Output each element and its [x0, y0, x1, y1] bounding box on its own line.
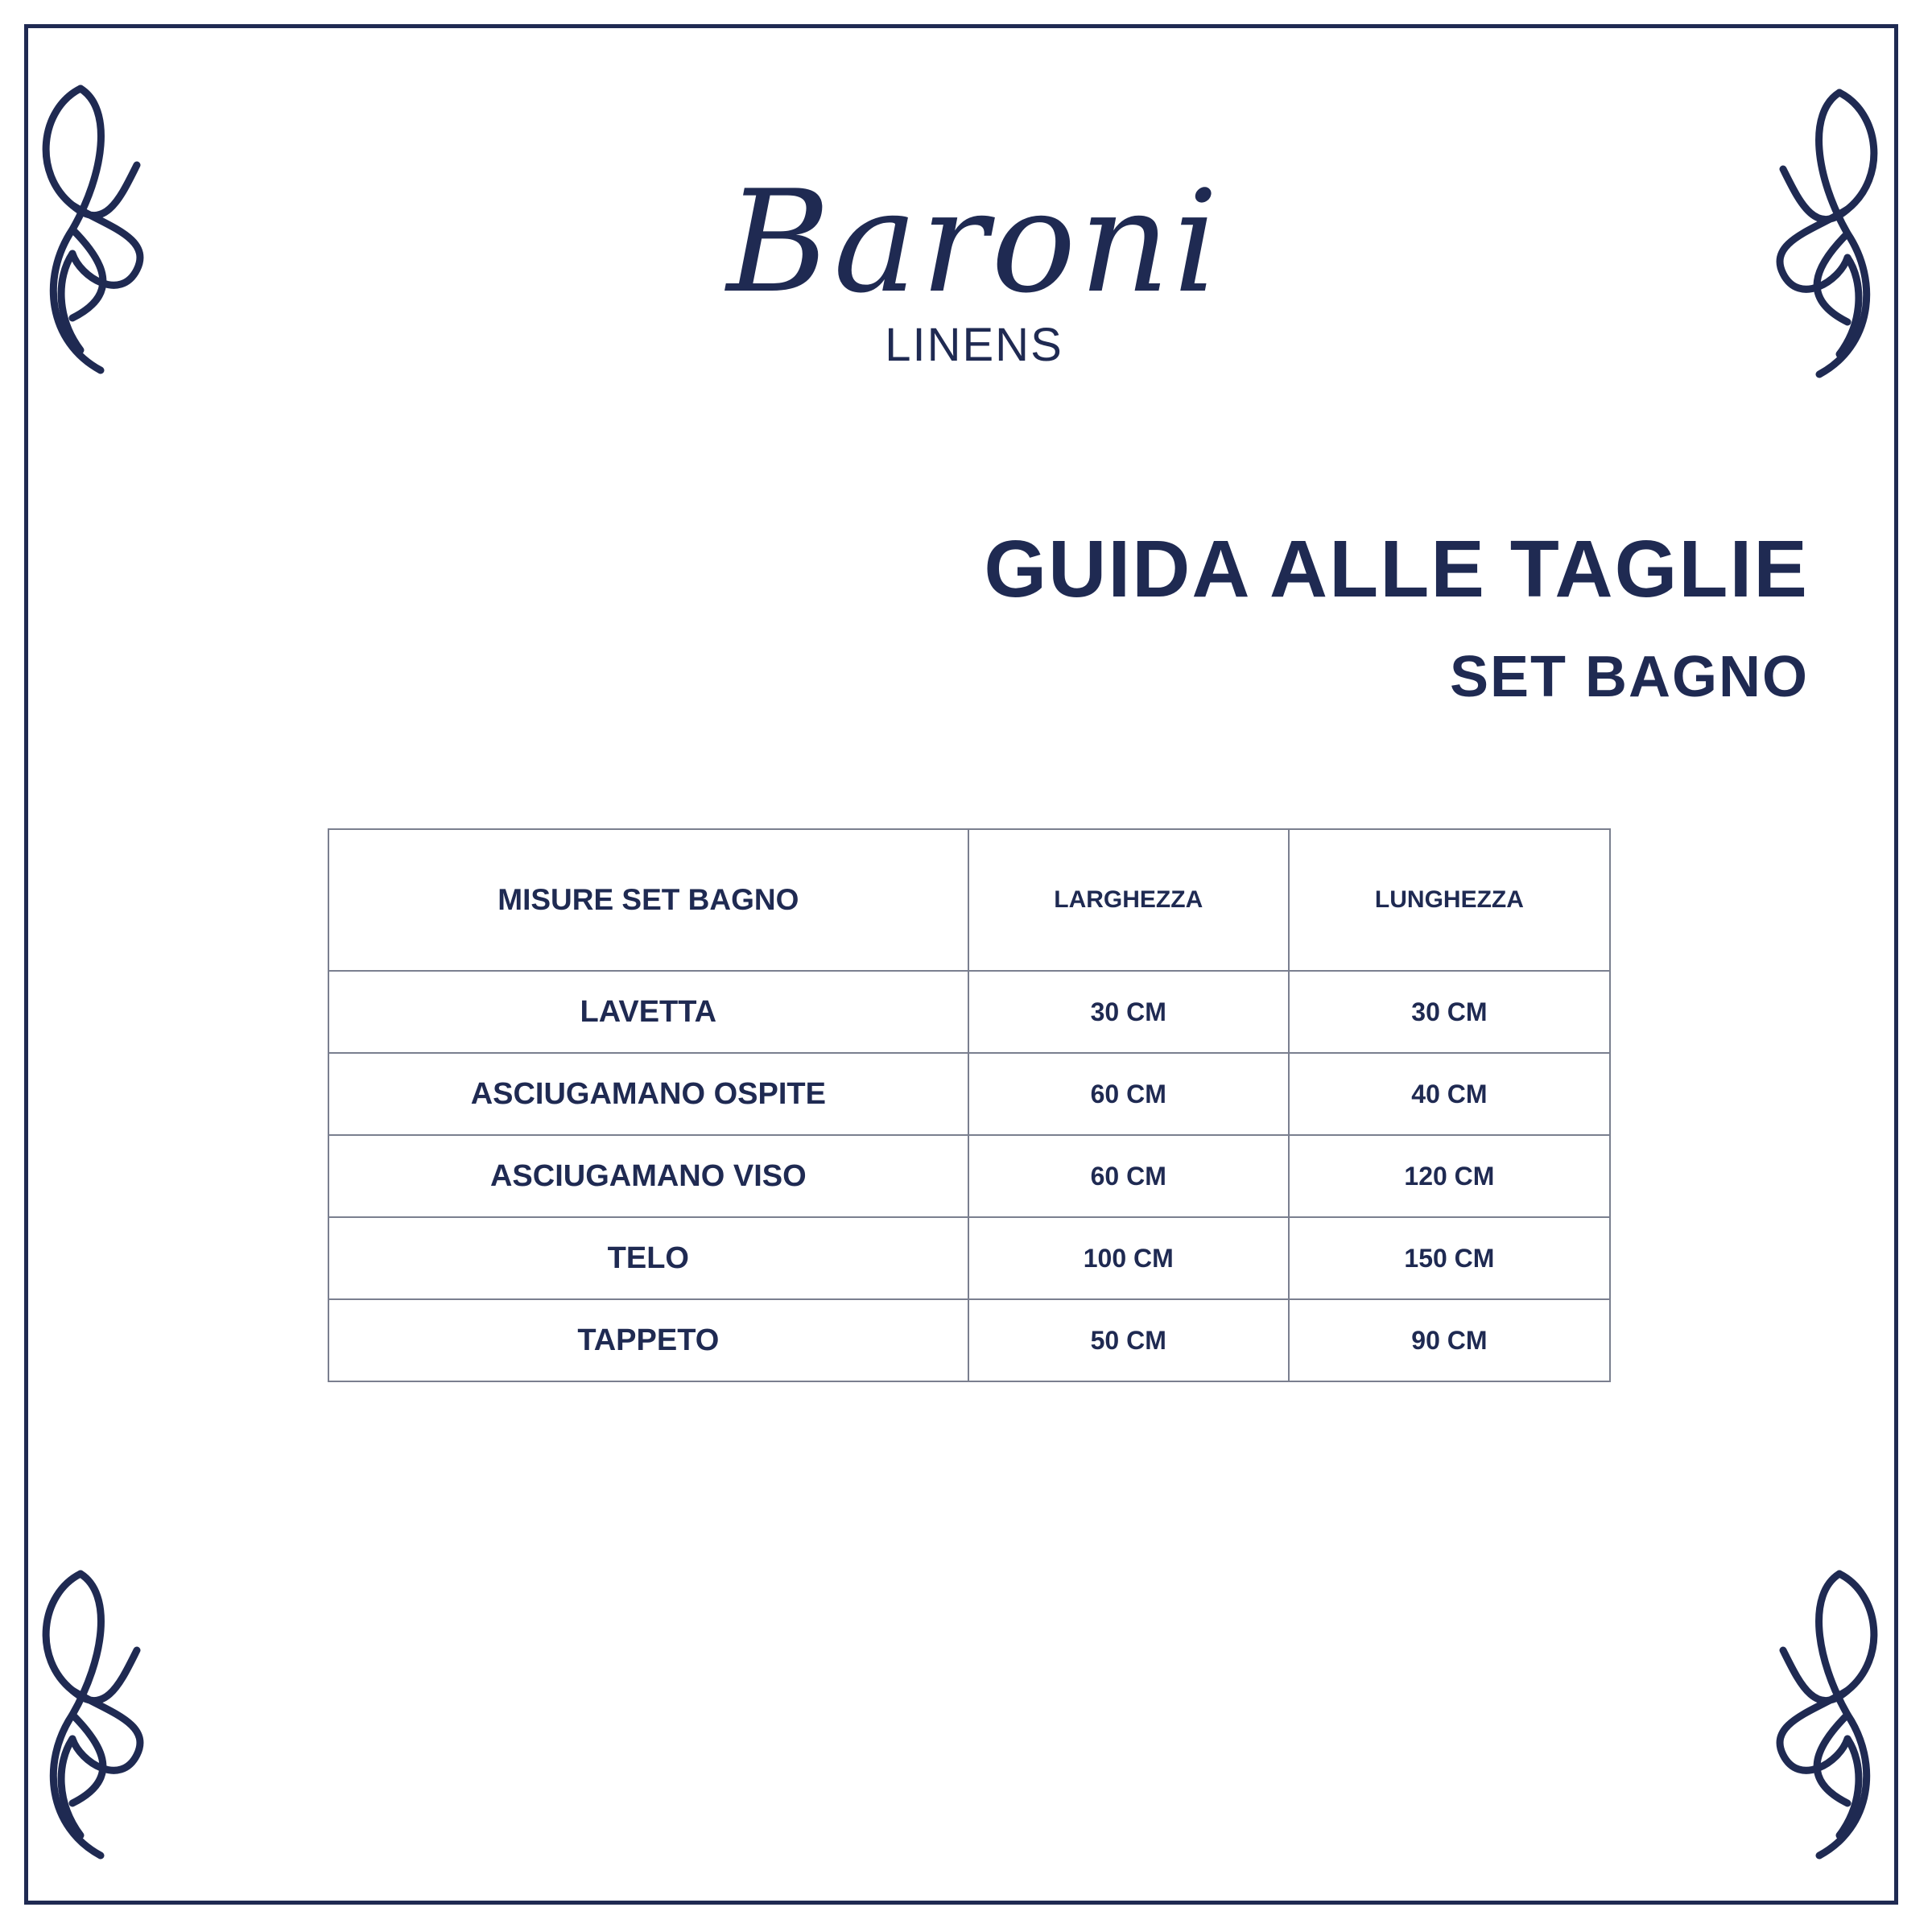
size-table	[328, 828, 1611, 1382]
width-value: 60 CM	[968, 1135, 1289, 1217]
page-title: GUIDA ALLE TAGLIE	[984, 524, 1809, 614]
table-row	[328, 1299, 1610, 1381]
table-row	[328, 1053, 1610, 1135]
table-header-row	[328, 829, 1610, 971]
product-name: TAPPETO	[328, 1299, 968, 1381]
table-row	[328, 1135, 1610, 1217]
page-subtitle: SET BAGNO	[1449, 645, 1809, 709]
brand-logo	[708, 161, 1240, 378]
header-length: LUNGHEZZA	[1289, 829, 1610, 971]
width-value: 30 CM	[968, 971, 1289, 1053]
header-width: LARGHEZZA	[968, 829, 1289, 971]
header-product: MISURE SET BAGNO	[328, 829, 968, 971]
table-row	[328, 971, 1610, 1053]
width-value: 100 CM	[968, 1217, 1289, 1299]
brand-subtitle: LINENS	[885, 319, 1063, 371]
width-value: 60 CM	[968, 1053, 1289, 1135]
corner-ornament-bottom-right	[1775, 1562, 1896, 1868]
product-name: TELO	[328, 1217, 968, 1299]
product-name: ASCIUGAMANO VISO	[328, 1135, 968, 1217]
corner-ornament-top-left	[24, 76, 145, 382]
table-row	[328, 1217, 1610, 1299]
product-name: ASCIUGAMANO OSPITE	[328, 1053, 968, 1135]
length-value: 120 CM	[1289, 1135, 1610, 1217]
length-value: 30 CM	[1289, 971, 1610, 1053]
brand-name: Baroni	[726, 161, 1222, 324]
width-value: 50 CM	[968, 1299, 1289, 1381]
length-value: 90 CM	[1289, 1299, 1610, 1381]
corner-ornament-bottom-left	[24, 1562, 145, 1868]
product-name: LAVETTA	[328, 971, 968, 1053]
length-value: 150 CM	[1289, 1217, 1610, 1299]
length-value: 40 CM	[1289, 1053, 1610, 1135]
corner-ornament-top-right	[1775, 80, 1896, 386]
